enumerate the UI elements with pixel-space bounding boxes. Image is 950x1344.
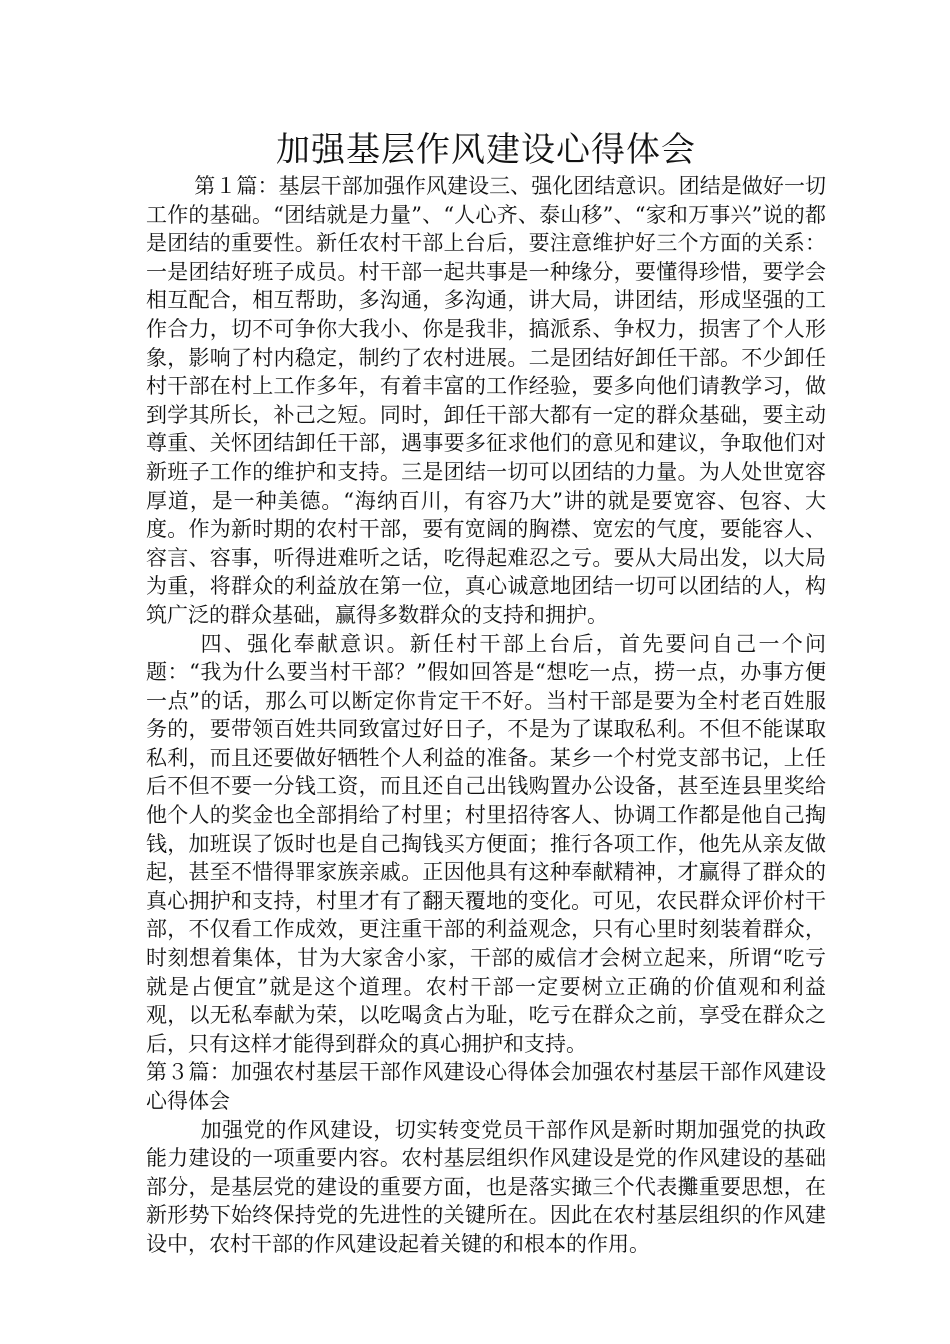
paragraph-1: 第１篇：基层干部加强作风建设三、强化团结意识。团结是做好一切工作的基础。“团结就是力量”、“人心齐、泰山移”、“家和万事兴”说的都是团结的重要性。新任农村干部上台后，要注意维护好三个方面的关系：一是团结好班子成员。村干部一起共事是一种缘分，要懂得珍惜，要学会相互配合，相互帮助，多沟通，多沟通，讲大局，讲团结，形成坚强的工作合力，切不可争你大我小、你是我非，搞派系、争权力，损害了个人形象，影响了村内稳定，制约了农村进展。二是团结好卸任干部。不少卸任村干部在村上工作多年，有着丰富的工作经验，要多向他们请教学习，做到学其所长，补己之短。同时，卸任干部大都有一定的群众基础，要主动尊重、关怀团结卸任干部，遇事要多征求他们的意见和建议，争取他们对新班子工作的维护和支持。三是团结一切可以团结的力量。为人处世宽容厚道，是一种美德。“海纳百川，有容乃大”讲的就是要宽容、包容、大度。作为新时期的农村干部，要有宽阔的胸襟、宽宏的气度，要能容人、容言、容事，听得进难听之话，吃得起难忍之亏。要从大局出发，以大局为重，将群众的利益放在第一位，真心诚意地团结一切可以团结的人，构筑广泛的群众基础，赢得多数群众的支持和拥护。 <box>146 174 826 627</box>
document-title: 加强基层作风建设心得体会 <box>276 130 696 170</box>
paragraph-3-heading: 第３篇：加强农村基层干部作风建设心得体会加强农村基层干部作风建设心得体会 <box>146 1060 826 1113</box>
document-page <box>146 128 826 1259</box>
paragraph-2: 四、强化奉献意识。新任村干部上台后，首先要问自己一个问题：“我为什么要当村干部？”假如回答是“想吃一点，捞一点，办事方便一点”的话，那么可以断定你肯定干不好。当村干部是要为全村老百姓服务的，要带领百姓共同致富过好日子，不是为了谋取私利。不但不能谋取私利，而且还要做好牺牲个人利益的准备。某乡一个村党支部书记，上任后不但不要一分钱工资，而且还自己出钱购置办公设备，甚至连县里奖给他个人的奖金也全部捐给了村里；村里招待客人、协调工作都是他自己掏钱，加班误了饭时也是自己掏钱买方便面；推行各项工作，他先从亲友做起，甚至不惜得罪家族亲戚。正因他具有这种奉献精神，才赢得了群众的真心拥护和支持，村里才有了翻天覆地的变化。可见，农民群众评价村干部，不仅看工作成效，更注重干部的利益观念，只有心里时刻装着群众，时刻想着集体，甘为大家舍小家，干部的威信才会树立起来，所谓“吃亏就是占便宜”就是这个道理。农村干部一定要树立正确的价值观和利益观，以无私奉献为荣，以吃喝贪占为耻，吃亏在群众之前，享受在群众之后，只有这样才能得到群众的真心拥护和支持。 <box>146 631 826 1056</box>
paragraph-4: 加强党的作风建设，切实转变党员干部作风是新时期加强党的执政能力建设的一项重要内容。农村基层组织作风建设是党的作风建设的基础部分，是基层党的建设的重要方面，也是落实撖三个代表攤重要思想，在新形势下始终保持党的先进性的关键所在。因此在农村基层组织的作风建设中，农村干部的作风建设起着关键的和根本的作用。 <box>146 1117 826 1256</box>
